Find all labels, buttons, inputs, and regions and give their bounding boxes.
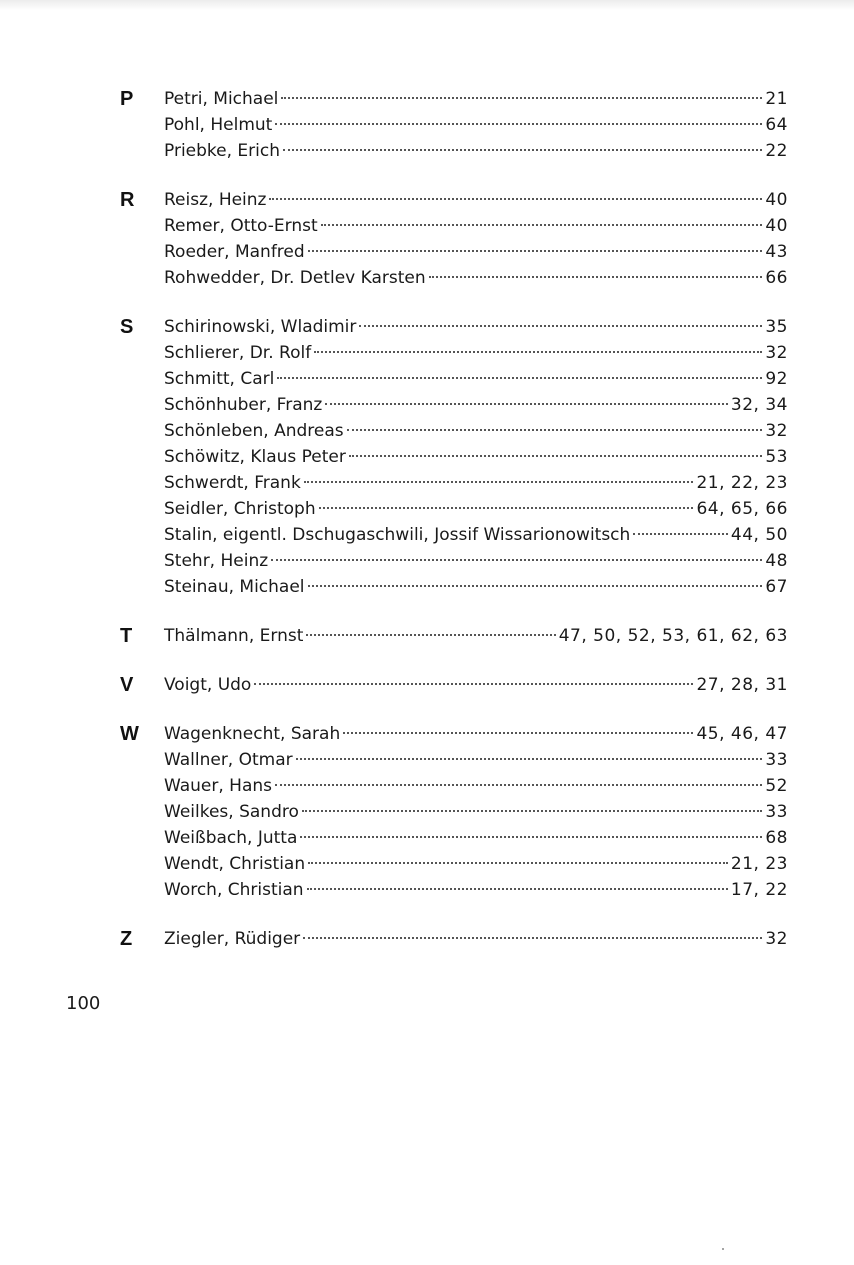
index-entry (164, 721, 788, 747)
entry-pages: 67 (765, 577, 788, 597)
entry-name: Worch, Christian (164, 880, 304, 900)
entry-name: Weilkes, Sandro (164, 802, 299, 822)
entry-pages: 21 (765, 89, 788, 109)
index-entry (164, 213, 788, 239)
index-section-t (120, 623, 788, 649)
dot-leader (277, 377, 762, 379)
entry-pages: 22 (765, 141, 788, 161)
dot-leader (321, 224, 763, 226)
entry-pages: 21, 23 (730, 854, 788, 874)
section-letter: S (120, 316, 134, 338)
index-entry (164, 392, 788, 418)
index-entry (164, 851, 788, 877)
entry-name: Roeder, Manfred (164, 242, 305, 262)
entry-name: Ziegler, Rüdiger (164, 929, 301, 949)
entry-name: Remer, Otto-Ernst (164, 216, 318, 236)
entry-pages: 52 (765, 776, 788, 796)
dot-leader (275, 784, 762, 786)
dot-leader (633, 533, 728, 535)
index-entry (164, 574, 788, 600)
index-entry (164, 418, 788, 444)
dot-leader (271, 559, 762, 561)
entry-name: Stehr, Heinz (164, 551, 269, 571)
entry-pages: 47, 50, 52, 53, 61, 62, 63 (558, 626, 788, 646)
dot-leader (304, 481, 694, 483)
index-entry (164, 470, 788, 496)
section-letter: T (120, 625, 133, 647)
dot-leader (300, 836, 762, 838)
index-entry (164, 773, 788, 799)
dot-leader (283, 149, 762, 151)
entry-name: Wauer, Hans (164, 776, 273, 796)
entry-name: Wallner, Otmar (164, 750, 293, 770)
dot-leader (359, 325, 762, 327)
section-entries (164, 623, 788, 649)
dot-leader (303, 937, 762, 939)
dot-leader (308, 862, 728, 864)
index-section-z (120, 926, 788, 952)
section-letter: Z (120, 928, 133, 950)
entry-pages: 45, 46, 47 (696, 724, 788, 744)
entry-name: Schirinowski, Wladimir (164, 317, 357, 337)
index-entry (164, 672, 788, 698)
entry-name: Priebke, Erich (164, 141, 280, 161)
index-entry (164, 340, 788, 366)
section-letter: R (120, 189, 135, 211)
index-entry (164, 877, 788, 903)
dot-leader (254, 683, 693, 685)
index-entry (164, 623, 788, 649)
section-entries (164, 187, 788, 291)
index-entry (164, 926, 788, 952)
index-entry (164, 825, 788, 851)
dot-leader (319, 507, 694, 509)
dot-leader (308, 585, 763, 587)
entry-pages: 33 (765, 750, 788, 770)
entry-name: Schwerdt, Frank (164, 473, 301, 493)
dot-leader (349, 455, 762, 457)
paper-speck (722, 1248, 724, 1250)
entry-name: Schöwitz, Klaus Peter (164, 447, 346, 467)
entry-name: Wagenknecht, Sarah (164, 724, 341, 744)
index-entry (164, 747, 788, 773)
dot-leader (269, 198, 762, 200)
entry-pages: 32 (765, 421, 788, 441)
index-entry (164, 444, 788, 470)
page-number: 100 (66, 993, 101, 1014)
index-entry (164, 86, 788, 112)
entry-name: Petri, Michael (164, 89, 279, 109)
entry-pages: 44, 50 (730, 525, 788, 545)
entry-name: Schönhuber, Franz (164, 395, 323, 415)
dot-leader (347, 429, 763, 431)
entry-pages: 92 (765, 369, 788, 389)
dot-leader (343, 732, 693, 734)
index-entry (164, 265, 788, 291)
section-entries (164, 314, 788, 600)
section-entries (164, 86, 788, 164)
entry-pages: 32 (765, 343, 788, 363)
dot-leader (281, 97, 762, 99)
entry-pages: 40 (765, 216, 788, 236)
index-entry (164, 314, 788, 340)
name-index (120, 86, 788, 975)
index-section-p (120, 86, 788, 164)
entry-name: Rohwedder, Dr. Detlev Karsten (164, 268, 426, 288)
index-entry (164, 366, 788, 392)
entry-pages: 33 (765, 802, 788, 822)
entry-pages: 43 (765, 242, 788, 262)
entry-pages: 27, 28, 31 (696, 675, 788, 695)
section-letter: P (120, 88, 134, 110)
entry-pages: 64 (765, 115, 788, 135)
entry-name: Voigt, Udo (164, 675, 252, 695)
dot-leader (302, 810, 762, 812)
index-section-v (120, 672, 788, 698)
entry-pages: 32 (765, 929, 788, 949)
entry-pages: 66 (765, 268, 788, 288)
entry-pages: 17, 22 (730, 880, 788, 900)
dot-leader (296, 758, 763, 760)
entry-pages: 68 (765, 828, 788, 848)
dot-leader (429, 276, 763, 278)
page-edge-shadow (0, 0, 854, 10)
entry-name: Seidler, Christoph (164, 499, 316, 519)
entry-name: Wendt, Christian (164, 854, 306, 874)
entry-pages: 64, 65, 66 (696, 499, 788, 519)
dot-leader (275, 123, 762, 125)
index-entry (164, 496, 788, 522)
index-entry (164, 239, 788, 265)
section-letter: W (120, 723, 139, 745)
entry-pages: 48 (765, 551, 788, 571)
entry-name: Schmitt, Carl (164, 369, 275, 389)
index-entry (164, 187, 788, 213)
section-entries (164, 926, 788, 952)
section-entries (164, 721, 788, 903)
index-entry (164, 112, 788, 138)
entry-name: Schönleben, Andreas (164, 421, 344, 441)
entry-pages: 35 (765, 317, 788, 337)
dot-leader (325, 403, 728, 405)
entry-name: Weißbach, Jutta (164, 828, 298, 848)
index-entry (164, 522, 788, 548)
index-section-w (120, 721, 788, 903)
entry-pages: 32, 34 (730, 395, 788, 415)
section-letter: V (120, 674, 134, 696)
dot-leader (307, 888, 728, 890)
index-section-s (120, 314, 788, 600)
entry-name: Pohl, Helmut (164, 115, 273, 135)
entry-name: Reisz, Heinz (164, 190, 267, 210)
entry-pages: 53 (765, 447, 788, 467)
index-section-r (120, 187, 788, 291)
index-entry (164, 138, 788, 164)
entry-name: Schlierer, Dr. Rolf (164, 343, 312, 363)
entry-name: Stalin, eigentl. Dschugaschwili, Jossif Wissarionowitsch (164, 525, 631, 545)
index-entry (164, 548, 788, 574)
section-entries (164, 672, 788, 698)
index-entry (164, 799, 788, 825)
dot-leader (314, 351, 762, 353)
entry-pages: 40 (765, 190, 788, 210)
entry-name: Thälmann, Ernst (164, 626, 304, 646)
dot-leader (306, 634, 555, 636)
entry-name: Steinau, Michael (164, 577, 305, 597)
entry-pages: 21, 22, 23 (696, 473, 788, 493)
dot-leader (308, 250, 763, 252)
